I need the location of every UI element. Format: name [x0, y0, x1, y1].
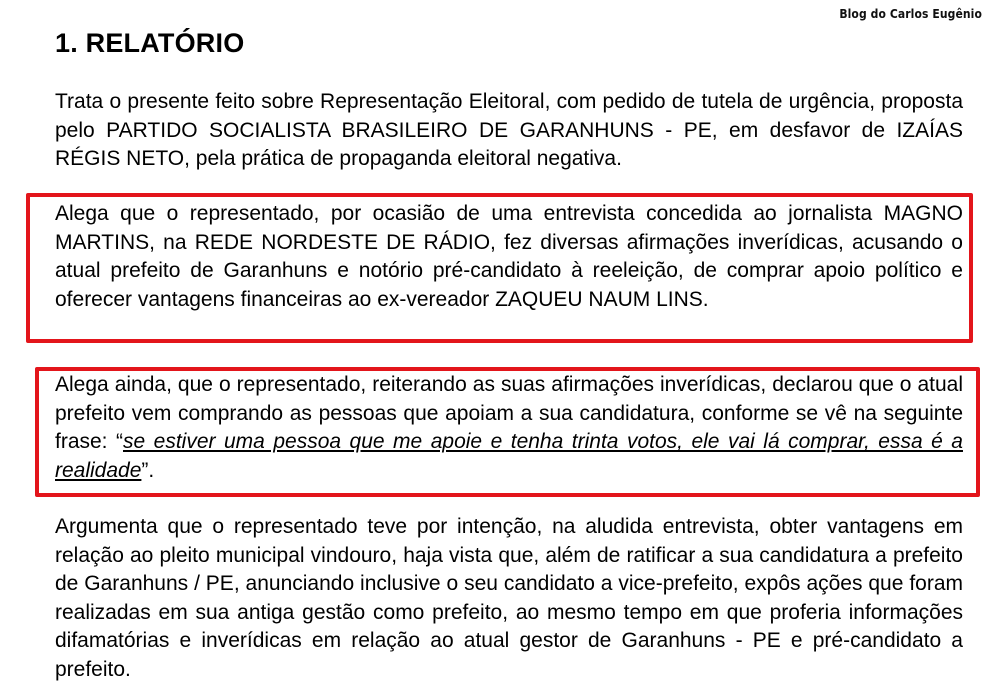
highlight-box-allegation: [26, 193, 973, 343]
blog-watermark: Blog do Carlos Eugênio: [839, 7, 982, 21]
paragraph-allegation: Alega que o representado, por ocasião de uma entrevista concedida ao jornalista MAGNO MARTINS, na REDE NORDESTE DE RÁDIO, fez diversas afirmações inverídicas, acusando o atual prefeito de Garanhuns e notório pré-candidato à reeleição, de comprar apoio político e oferecer vantagens financeiras ao ex-vereador ZAQUEU NAUM LINS.: [55, 202, 963, 311]
section-heading: 1. RELATÓRIO: [55, 28, 245, 58]
quoted-phrase: se estiver uma pessoa que me apoie e tenha trinta votos, ele vai lá comprar, essa é a realidade: [55, 430, 963, 482]
paragraph-text-before-quote: Alega ainda, que o representado, reiterando as suas afirmações inverídicas, declarou que o atual prefeito vem comprando as pessoas que apoiam a sua candidatura, conforme se vê na seguinte frase: “: [55, 373, 963, 454]
paragraph-argument: Argumenta que o representado teve por intenção, na aludida entrevista, obter vantagens em relação ao pleito municipal vindouro, haja vista que, além de ratificar a sua candidatura a prefeito de Garanhuns / PE, anunciando inclusive o seu candidato a vice-prefeito, expôs ações que foram realizadas em sua antiga gestão como prefeito, ao mesmo tempo em que proferia informações difamatórias e inverídicas em relação ao atual gestor de Garanhuns - PE e pré-candidato a prefeito.: [55, 515, 963, 681]
paragraph-text-after-quote: ”.: [141, 458, 155, 482]
highlight-box-quote: [35, 367, 980, 497]
paragraph-intro: Trata o presente feito sobre Representação Eleitoral, com pedido de tutela de urgência, proposta pelo PARTIDO SOCIALISTA BRASILEIRO DE GARANHUNS - PE, em desfavor de IZAÍAS RÉGIS NETO, pela prática de propaganda eleitoral negativa.: [55, 90, 963, 171]
